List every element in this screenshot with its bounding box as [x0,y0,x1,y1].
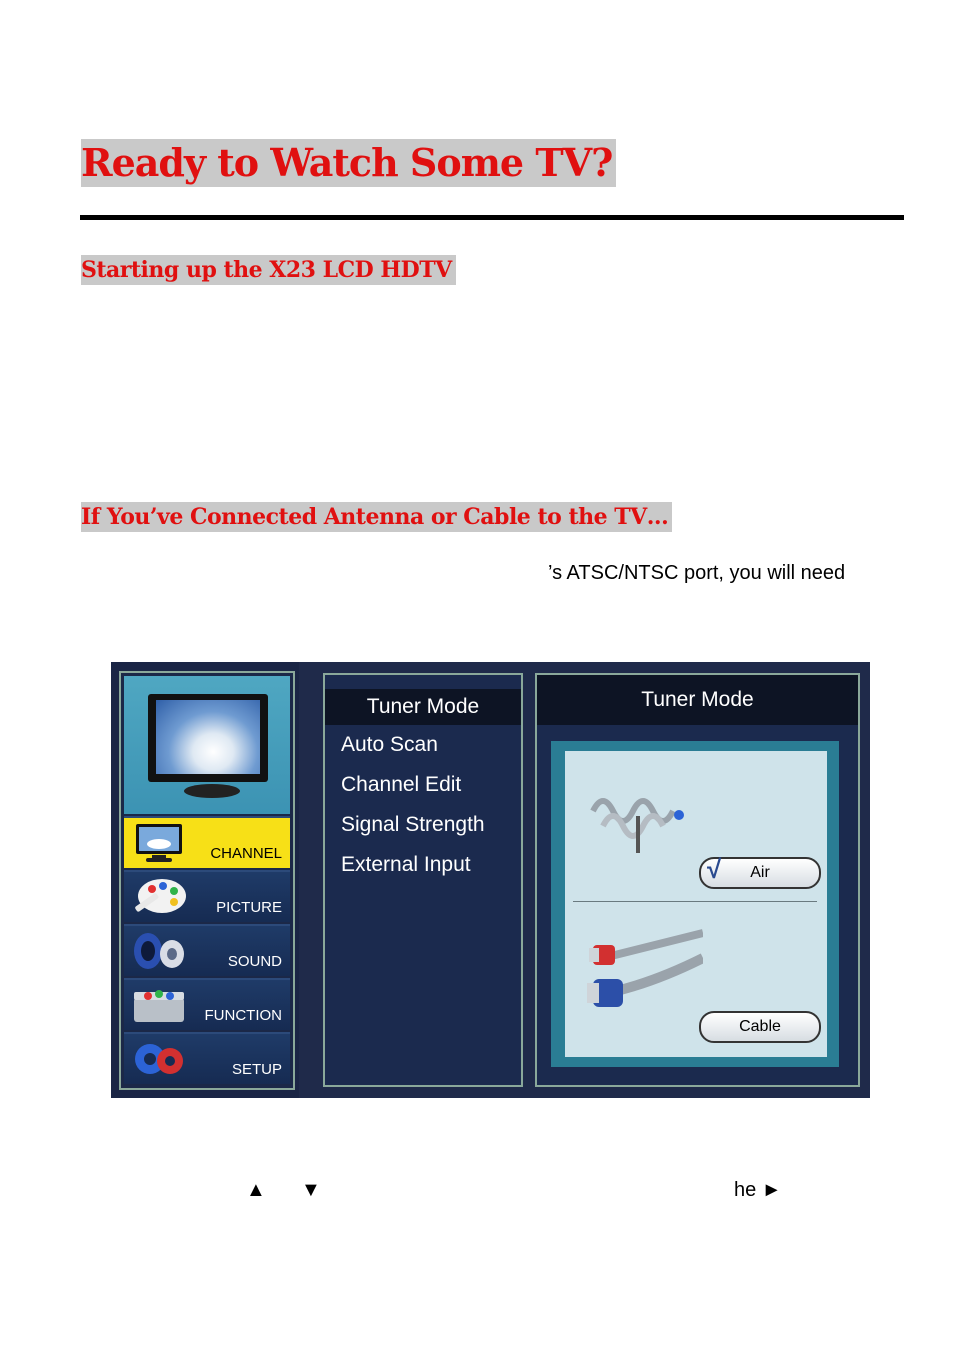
tv-icon [130,822,188,864]
check-icon: √ [707,854,722,884]
menu-tile-sound[interactable] [124,924,290,976]
gears-icon [130,1038,188,1080]
menu-label-setup: SETUP [231,1061,282,1078]
body-text-right-arrow: he ► [734,1179,782,1201]
channel-submenu [323,673,523,1087]
menu-tile-channel[interactable] [124,816,290,868]
arrow-up-glyph: ▲ [246,1179,266,1201]
toolbox-icon [130,984,188,1026]
main-menu-frame [119,671,295,1090]
submenu-item-signal-strength[interactable]: Signal Strength [341,813,485,836]
monitor-stand [184,784,240,798]
menu-label-function: FUNCTION [204,1007,282,1024]
menu-label-picture: PICTURE [216,899,282,916]
palette-icon [130,876,188,918]
menu-tile-function[interactable] [124,978,290,1030]
arrow-down-glyph: ▼ [301,1179,321,1201]
air-option-button[interactable] [699,854,821,889]
submenu-item-external-input[interactable]: External Input [341,853,471,876]
cable-option-button[interactable]: Cable [699,1011,821,1043]
menu-label-channel: CHANNEL [210,845,282,862]
menu-label-sound: SOUND [227,953,282,970]
speaker-icon [130,930,188,972]
menu-tile-picture[interactable] [124,870,290,922]
submenu-item-channel-edit[interactable]: Channel Edit [341,773,462,796]
submenu-item-tuner-mode[interactable]: Tuner Mode [325,689,521,725]
title-divider [80,215,904,220]
tuner-mode-panel [535,673,860,1087]
section-heading-antenna: If You’ve Connected Antenna or Cable to the TV… [81,502,672,532]
menu-tile-setup[interactable] [124,1032,290,1084]
page-title: Ready to Watch Some TV? [81,139,616,187]
air-option-label: Air [750,864,770,881]
tuner-panel-title: Tuner Mode [537,675,858,725]
body-text-port: ’s ATSC/NTSC port, you will need [548,562,846,584]
antenna-icon [583,781,703,861]
coax-cable-icon [583,923,703,1023]
main-menu-panel [111,662,299,1098]
monitor-icon [148,694,268,782]
tv-menu-screenshot [111,662,870,1098]
sky-screen [156,700,260,774]
submenu-item-auto-scan[interactable]: Auto Scan [341,733,438,756]
tuner-option-area [565,751,827,1057]
tuner-option-frame [551,741,839,1067]
option-divider [573,901,817,902]
tv-hero-image [124,676,290,814]
section-heading-startup: Starting up the X23 LCD HDTV [81,255,456,285]
